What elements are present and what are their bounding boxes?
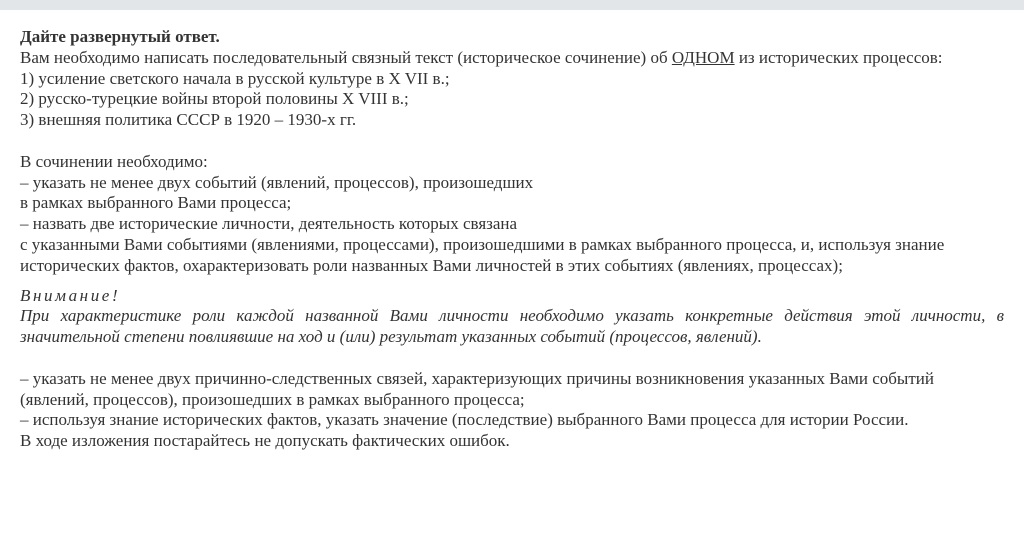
process-item-3: 3) внешняя политика СССР в 1920 – 1930-х гг.	[20, 110, 357, 130]
requirement-1-line-2: в рамках выбранного Вами процесса;	[20, 193, 292, 213]
requirement-3: – указать не менее двух причинно-следственных связей, характеризующих причины возникновения указанных Вами событий (явлений, процессов), произошедших в рамках выбранного процесса;	[20, 368, 934, 409]
requirement-1-line-1: – указать не менее двух событий (явлений, процессов), произошедших	[20, 172, 534, 192]
process-item-1: 1) усиление светского начала в русской культуре в X VII в.;	[20, 68, 450, 88]
task-text	[20, 27, 1004, 452]
attention-title: Внимание!	[20, 285, 121, 305]
process-item-2: 2) русско-турецкие войны второй половины X VIII в.;	[20, 89, 409, 109]
intro-line	[20, 48, 1004, 69]
spacer	[20, 131, 1004, 152]
closing-note: В ходе изложения постарайтесь не допускать фактических ошибок.	[20, 431, 510, 451]
requirement-4: – используя знание исторических фактов, указать значение (последствие) выбранного Вами процесса для истории России.	[20, 410, 909, 430]
intro-emphasis: ОДНОМ	[671, 47, 735, 67]
task-heading: Дайте развернутый ответ.	[20, 27, 220, 46]
requirement-2-rest: с указанными Вами событиями (явлениями, процессами), произошедшими в рамках выбранного процесса, и, используя знание исторических фактов, охарактеризовать роли названных Вами личностей в этих событиях (явлениях, процессах);	[20, 234, 945, 275]
top-bar	[0, 0, 1024, 10]
spacer	[20, 348, 1004, 369]
intro-before: Вам необходимо написать последовательный связный текст (историческое сочинение) об	[20, 47, 672, 67]
requirement-2-line-1: – назвать две исторические личности, деятельность которых связана	[20, 214, 518, 234]
requirements-title: В сочинении необходимо:	[20, 151, 208, 171]
intro-after: из исторических процессов:	[734, 47, 943, 67]
attention-text: При характеристике роли каждой названной Вами личности необходимо указать конкретные действия этой личности, в значительной степени повлиявшие на ход и (или) результат указанных событий (процессов, явлений).	[20, 306, 1004, 347]
